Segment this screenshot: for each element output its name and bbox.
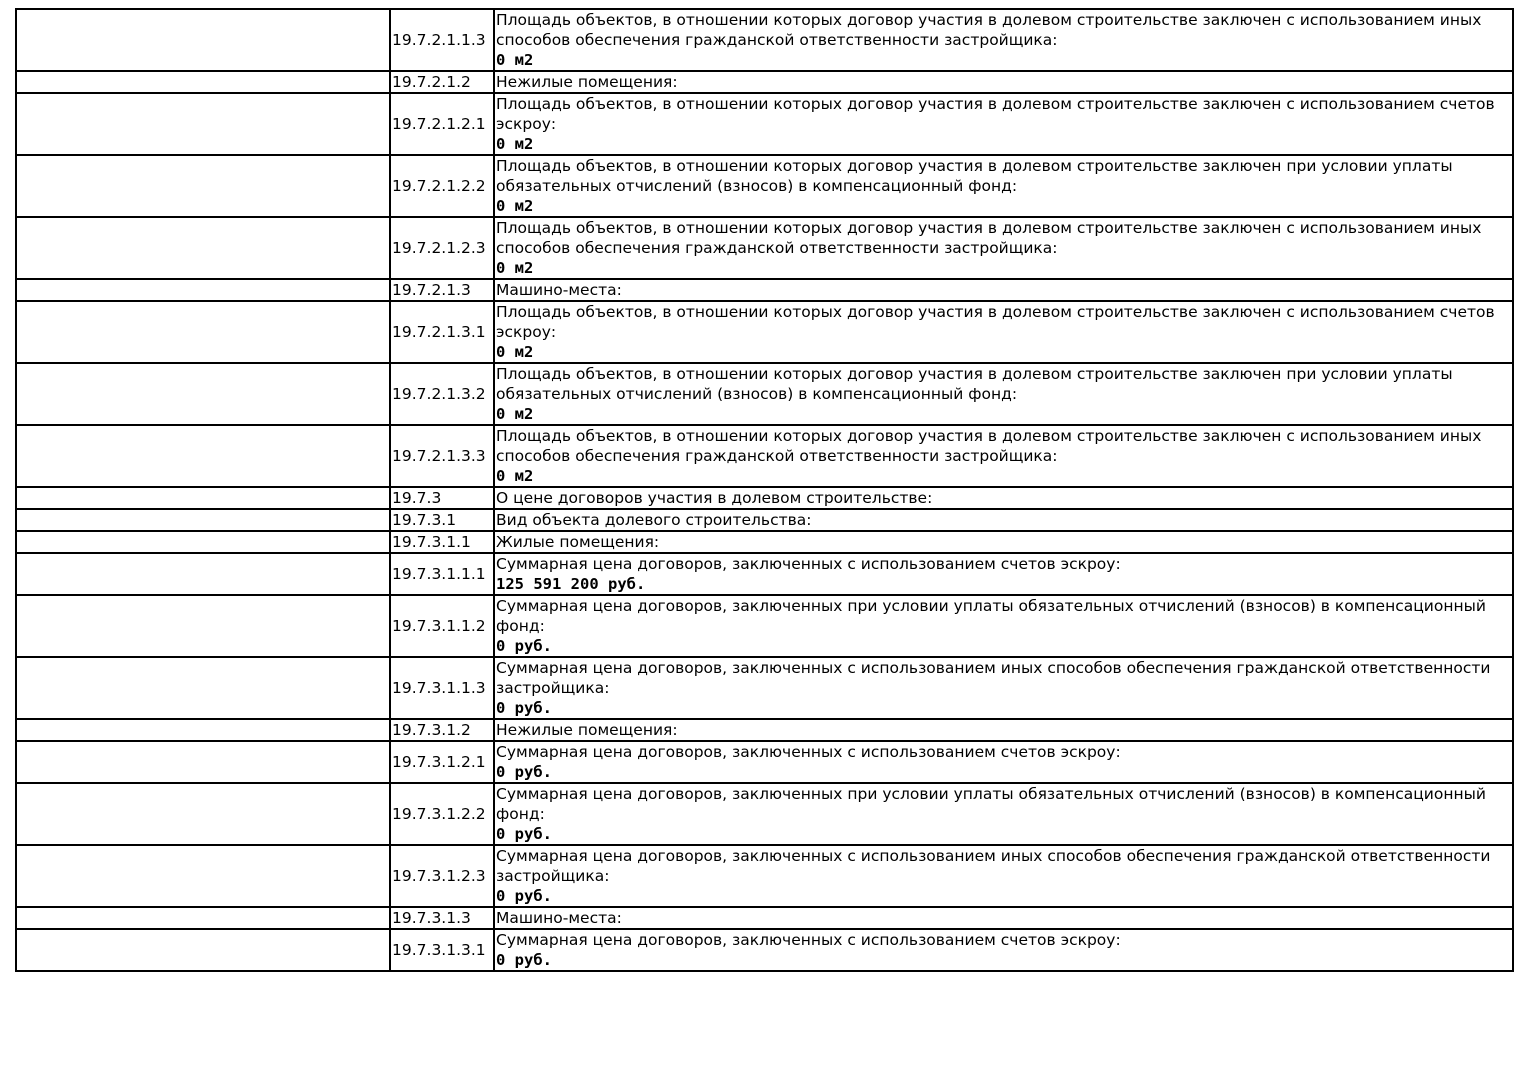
table-row [16,71,1513,93]
row-code: 19.7.2.1.3 [390,279,494,301]
row-description: Суммарная цена договоров, заключенных при условии уплаты обязательных отчислений (взносов) в компенсационный фонд: [496,597,1486,635]
row-content [494,301,1513,363]
empty-cell [16,71,390,93]
table-row [16,553,1513,595]
row-description: Площадь объектов, в отношении которых договор участия в долевом строительстве заключен при условии уплаты обязательных отчислений (взносов) в компенсационный фонд: [496,365,1453,403]
row-code: 19.7.3.1.1.3 [390,657,494,719]
empty-cell [16,907,390,929]
empty-cell [16,217,390,279]
table-body [16,9,1513,971]
empty-cell [16,845,390,907]
row-content [494,719,1513,741]
row-content [494,9,1513,71]
table-row [16,93,1513,155]
empty-cell [16,509,390,531]
row-description: Площадь объектов, в отношении которых договор участия в долевом строительстве заключен с использованием счетов эскроу: [496,303,1495,341]
table-row [16,9,1513,71]
empty-cell [16,9,390,71]
row-content [494,845,1513,907]
row-code: 19.7.3.1.2.2 [390,783,494,845]
row-description: Суммарная цена договоров, заключенных с использованием счетов эскроу: [496,743,1121,761]
empty-cell [16,279,390,301]
table-row [16,217,1513,279]
row-description: Суммарная цена договоров, заключенных при условии уплаты обязательных отчислений (взносов) в компенсационный фонд: [496,785,1486,823]
table-row [16,907,1513,929]
row-value: 0 руб. [496,763,552,781]
row-value: 0 м2 [496,51,534,69]
row-code: 19.7.2.1.2 [390,71,494,93]
row-code: 19.7.3 [390,487,494,509]
row-content [494,907,1513,929]
row-description: Суммарная цена договоров, заключенных с использованием иных способов обеспечения гражданской ответственности застройщика: [496,847,1491,885]
declaration-table [15,8,1514,972]
row-description: Площадь объектов, в отношении которых договор участия в долевом строительстве заключен с использованием счетов эскроу: [496,95,1495,133]
table-row [16,845,1513,907]
empty-cell [16,93,390,155]
row-value: 0 руб. [496,637,552,655]
row-description: Нежилые помещения: [496,721,678,739]
row-code: 19.7.3.1.2.3 [390,845,494,907]
row-content [494,509,1513,531]
row-description: О цене договоров участия в долевом строительстве: [496,489,933,507]
row-code: 19.7.2.1.3.3 [390,425,494,487]
table-row [16,783,1513,845]
empty-cell [16,657,390,719]
row-content [494,741,1513,783]
row-code: 19.7.3.1.1.1 [390,553,494,595]
row-value: 0 м2 [496,259,534,277]
row-value: 0 м2 [496,405,534,423]
empty-cell [16,301,390,363]
row-description: Жилые помещения: [496,533,660,551]
row-content [494,487,1513,509]
table-row [16,301,1513,363]
empty-cell [16,719,390,741]
row-code: 19.7.2.1.3.1 [390,301,494,363]
row-content [494,279,1513,301]
row-code: 19.7.2.1.1.3 [390,9,494,71]
table-row [16,929,1513,971]
row-description: Суммарная цена договоров, заключенных с использованием счетов эскроу: [496,555,1121,573]
row-description: Площадь объектов, в отношении которых договор участия в долевом строительстве заключен при условии уплаты обязательных отчислений (взносов) в компенсационный фонд: [496,157,1453,195]
row-value: 0 руб. [496,699,552,717]
row-value: 0 м2 [496,343,534,361]
empty-cell [16,155,390,217]
row-content [494,71,1513,93]
row-description: Машино-места: [496,909,622,927]
table-row [16,279,1513,301]
row-code: 19.7.3.1.2 [390,719,494,741]
row-content [494,657,1513,719]
row-description: Суммарная цена договоров, заключенных с использованием счетов эскроу: [496,931,1121,949]
empty-cell [16,741,390,783]
row-code: 19.7.2.1.2.2 [390,155,494,217]
row-content [494,93,1513,155]
table-row [16,595,1513,657]
row-code: 19.7.2.1.2.3 [390,217,494,279]
row-code: 19.7.3.1.3.1 [390,929,494,971]
row-content [494,783,1513,845]
row-content [494,217,1513,279]
empty-cell [16,929,390,971]
empty-cell [16,531,390,553]
row-value: 0 м2 [496,197,534,215]
row-code: 19.7.3.1.1.2 [390,595,494,657]
row-code: 19.7.2.1.3.2 [390,363,494,425]
row-code: 19.7.3.1.3 [390,907,494,929]
table-row [16,487,1513,509]
row-content [494,155,1513,217]
table-row [16,531,1513,553]
row-description: Площадь объектов, в отношении которых договор участия в долевом строительстве заключен с использованием иных способов обеспечения гражданской ответственности застройщика: [496,11,1482,49]
row-description: Машино-места: [496,281,622,299]
row-value: 0 руб. [496,951,552,969]
row-value: 0 м2 [496,467,534,485]
table-row [16,657,1513,719]
empty-cell [16,553,390,595]
row-value: 0 руб. [496,825,552,843]
table-row [16,425,1513,487]
row-content [494,363,1513,425]
table-row [16,363,1513,425]
row-code: 19.7.3.1 [390,509,494,531]
row-content [494,531,1513,553]
row-code: 19.7.2.1.2.1 [390,93,494,155]
table-row [16,509,1513,531]
row-description: Вид объекта долевого строительства: [496,511,812,529]
row-content [494,929,1513,971]
empty-cell [16,595,390,657]
table-row [16,719,1513,741]
row-description: Площадь объектов, в отношении которых договор участия в долевом строительстве заключен с использованием иных способов обеспечения гражданской ответственности застройщика: [496,427,1482,465]
table-row [16,155,1513,217]
row-code: 19.7.3.1.2.1 [390,741,494,783]
row-value: 125 591 200 руб. [496,575,646,593]
empty-cell [16,783,390,845]
empty-cell [16,425,390,487]
row-content [494,595,1513,657]
row-content [494,425,1513,487]
row-description: Нежилые помещения: [496,73,678,91]
row-content [494,553,1513,595]
table-row [16,741,1513,783]
row-value: 0 м2 [496,135,534,153]
row-code: 19.7.3.1.1 [390,531,494,553]
row-value: 0 руб. [496,887,552,905]
row-description: Площадь объектов, в отношении которых договор участия в долевом строительстве заключен с использованием иных способов обеспечения гражданской ответственности застройщика: [496,219,1482,257]
empty-cell [16,487,390,509]
row-description: Суммарная цена договоров, заключенных с использованием иных способов обеспечения гражданской ответственности застройщика: [496,659,1491,697]
empty-cell [16,363,390,425]
